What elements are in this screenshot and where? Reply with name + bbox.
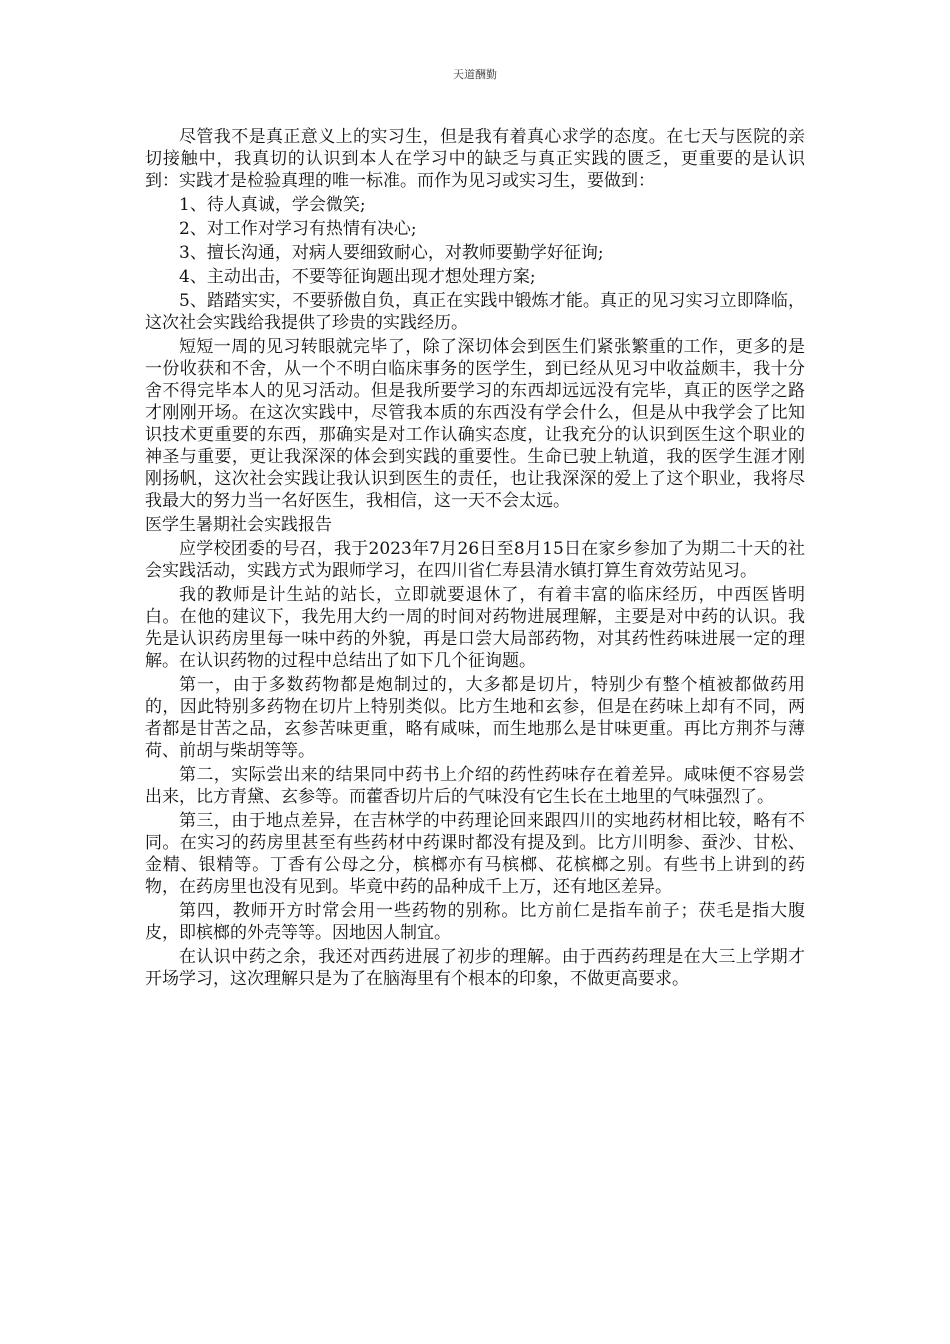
paragraph: 在认识中药之余，我还对西药进展了初步的理解。由于西药药理是在大三上学期才开场学习，这次理解只是为了在脑海里有个根本的印象，不做更高要求。 <box>145 947 805 989</box>
paragraph: 我的教师是计生站的站长，立即就要退休了，有着丰富的临床经历，中西医皆明白。在他的建议下，我先用大约一周的时间对药物进展理解，主要是对中药的认识。我先是认识药房里每一味中药的外貌，再是口尝大局部药物，对其药性药味进展一定的理解。在认识药物的过程中总结出了如下几个征询题。 <box>145 585 805 671</box>
list-item: 4、主动出击，不要等征询题出现才想处理方案; <box>179 267 536 287</box>
list-item: 3、擅长沟通，对病人要细致耐心，对教师要勤学好征询; <box>179 243 604 263</box>
list-item: 5、踏踏实实，不要骄傲自负，真正在实践中锻炼才能。真正的见习实习立即降临，这次社会实践给我提供了珍贵的实践经历。 <box>145 291 805 333</box>
paragraph: 应学校团委的号召，我于2023年7月26日至8月15日在家乡参加了为期二十天的社会实践活动，实践方式为跟师学习，在四川省仁寿县清水镇打算生育效劳站见习。 <box>145 539 805 581</box>
section-title: 医学生暑期社会实践报告 <box>145 515 332 535</box>
paragraph: 第四，教师开方时常会用一些药物的别称。比方前仁是指车前子；茯毛是指大腹皮，即槟榔的外壳等等。因地因人制宜。 <box>145 901 805 943</box>
paragraph: 第一，由于多数药物都是炮制过的，大多都是切片，特别少有整个植被都做药用的，因此特别多药物在切片上特别类似。比方生地和玄参，但是在药味上却有不同，两者都是甘苦之品，玄参苦味更重，略有咸味，而生地那么是甘味更重。再比方荆芥与薄荷、前胡与柴胡等等。 <box>145 675 805 761</box>
document-body <box>145 126 805 992</box>
list-item: 1、待人真诚，学会微笑; <box>179 195 366 215</box>
paragraph: 第二，实际尝出来的结果同中药书上介绍的药性药味存在着差异。咸味便不容易尝出来，比方青黛、玄参等。而藿香切片后的气味没有它生长在土地里的气味强烈了。 <box>145 765 805 807</box>
paragraph: 第三，由于地点差异，在吉林学的中药理论回来跟四川的实地药材相比较，略有不同。在实习的药房里甚至有些药材中药课时都没有提及到。比方川明参、蚕沙、甘松、金精、银精等。丁香有公母之分，槟榔亦有马槟榔、花槟榔之别。有些书上讲到的药物，在药房里也没有见到。毕竟中药的品种成千上万，还有地区差异。 <box>145 811 805 897</box>
list-item: 2、对工作对学习有热情有决心; <box>179 219 417 239</box>
page-header: 天道酬勤 <box>453 68 497 81</box>
paragraph: 尽管我不是真正意义上的实习生，但是我有着真心求学的态度。在七天与医院的亲切接触中，我真切的认识到本人在学习中的缺乏与真正实践的匮乏，更重要的是认识到：实践才是检验真理的唯一标准。而作为见习或实习生，要做到： <box>145 127 805 191</box>
paragraph: 短短一周的见习转眼就完毕了，除了深切体会到医生们紧张繁重的工作，更多的是一份收获和不舍，从一个不明白临床事务的医学生，到已经从见习中收益颇丰，我十分舍不得完毕本人的见习活动。但是我所要学习的东西却远远没有完毕，真正的医学之路才刚刚开场。在这次实践中，尽管我本质的东西没有学会什么，但是从中我学会了比知识技术更重要的东西，那确实是对工作认确实态度，让我充分的认识到医生这个职业的神圣与重要，更让我深深的体会到实践的重要性。生命已驶上轨道，我的医学生涯才刚刚扬帆，这次社会实践让我认识到医生的责任，也让我深深的爱上了这个职业，我将尽我最大的努力当一名好医生，我相信，这一天不会太远。 <box>145 337 805 511</box>
